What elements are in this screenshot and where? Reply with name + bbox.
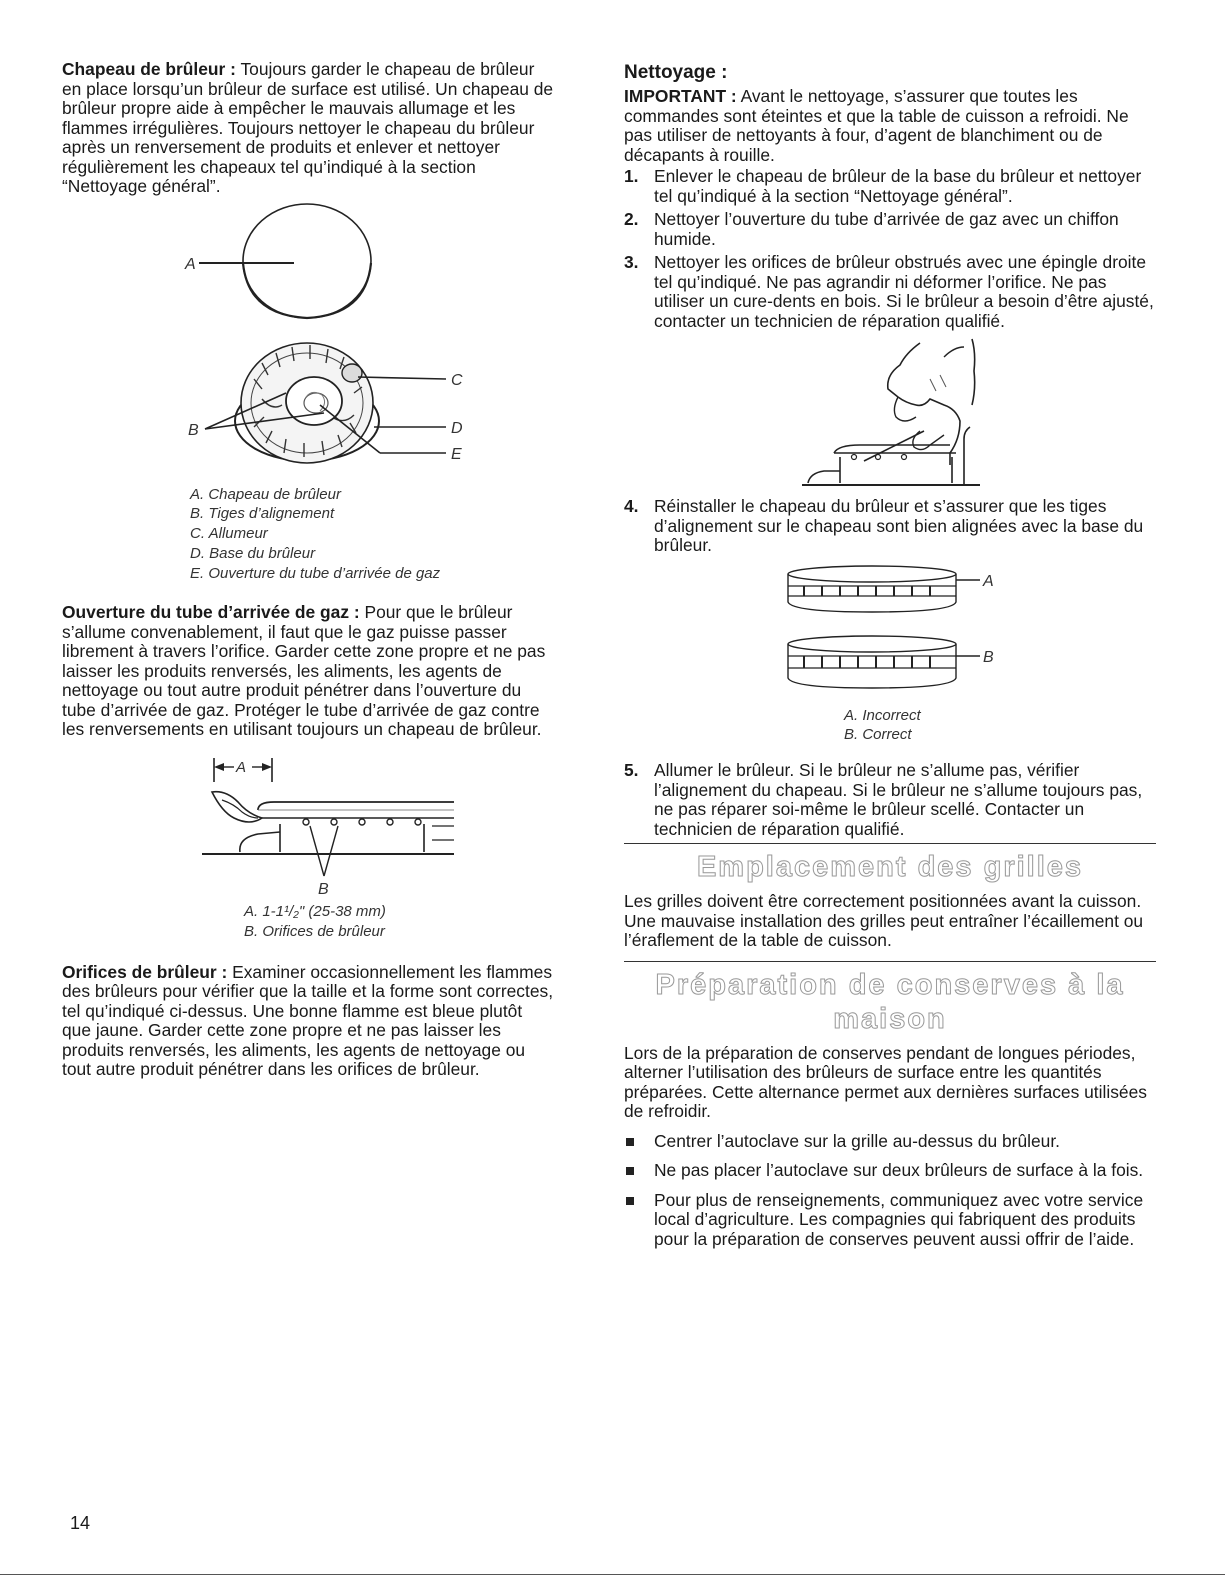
label-d: D	[451, 419, 463, 437]
cap-alignment-illustration	[624, 560, 1156, 700]
burner-flame-figure	[62, 756, 554, 942]
burner-assembly-illustration	[62, 203, 554, 479]
orifice-label-b: B	[318, 880, 329, 896]
canning-bullets	[624, 1132, 1156, 1250]
cleaning-steps-continued	[624, 497, 1156, 556]
incorrect-cap-drawing	[788, 566, 994, 612]
burner-assembly-figure	[62, 203, 554, 584]
gas-tube-paragraph	[62, 603, 554, 740]
burner-orifices-text: Examiner occasionnellement les flammes des brûleurs pour vérifier que la taille et la forme sont correctes, tel qu’indiqué ci-dessus. Une bonne flamme est bleue plutôt que jaune. Garder cette zone propre et ne pas laisser les produits renversés, les aliments, les agents de nettoyage ou tout autre produit pénétrer dans les orifices de brûleur.	[62, 961, 554, 1080]
pin-cleaning-illustration	[624, 335, 1156, 491]
burner-cap-text: Toujours garder le chapeau de brûleur en place lorsqu’un brûleur de surface est utilisé. Un chapeau de brûleur propre aide à empêcher le mauvais allumage et les flammes irrégulières. Toujours nettoyer le chapeau du brûleur après un renversement de produits et enlever et nettoyer régulièrement les chapeaux tel qu’indiqué à la section “Nettoyage général”.	[62, 59, 554, 196]
caption-line: B. Correct	[844, 726, 912, 744]
step-text: Réinstaller le chapeau du brûleur et s’assurer que les tiges d’alignement sur le chapeau sont bien alignées avec la base du brûleur.	[654, 496, 1144, 555]
gas-tube-text: Pour que le brûleur s’allume convenablement, il faut que le gaz puisse passer librement à travers l’orifice. Garder cette zone propre et ne pas laisser les produits renversés, les aliments, les agents de nettoyage ou tout autre produit pénétrer dans l’ouverture du tube d’arrivée de gaz. Protéger le tube d’arrivée de gaz contre les renversements en utilisant toujours un chapeau de brûleur.	[62, 602, 546, 740]
cap-alignment-captions	[624, 706, 1156, 746]
step-number: 2.	[624, 209, 639, 229]
label-b: B	[188, 421, 199, 439]
burner-cap-paragraph	[62, 60, 554, 197]
cleaning-steps-final	[624, 761, 1156, 839]
step-text: Allumer le brûleur. Si le brûleur ne s’allume pas, vérifier l’alignement du chapeau. Si le brûleur ne s’allume toujours pas, ne pas réparer soi-même le brûleur scellé. Contacter un technicien de réparation qualifié.	[654, 760, 1143, 839]
step-text: Nettoyer l’ouverture du tube d’arrivée de gaz avec un chiffon humide.	[654, 209, 1119, 249]
burner-flame-illustration	[62, 756, 554, 896]
step-item	[624, 761, 1156, 839]
important-lead: IMPORTANT :	[624, 86, 737, 106]
grilles-paragraph: Les grilles doivent être correctement positionnées avant la cuisson. Une mauvaise installation des grilles peut entraîner l’écaillement ou l’éraflement de la table de cuisson.	[624, 891, 1144, 951]
caption-line: B. Orifices de brûleur	[244, 922, 385, 940]
important-paragraph	[624, 87, 1156, 165]
step-item	[624, 497, 1156, 556]
burner-cap-lead: Chapeau de brûleur :	[62, 59, 236, 79]
alignment-label-a: A	[983, 572, 994, 590]
caption-line: D. Base du brûleur	[190, 544, 316, 562]
page-number: 14	[70, 1513, 91, 1533]
canning-section-title: Préparation de conserves à la maison	[655, 968, 1125, 1035]
page-bottom-rule	[0, 1574, 1225, 1575]
square-bullet-icon	[626, 1197, 634, 1205]
step-text: Enlever le chapeau de brûleur de la base du brûleur et nettoyer tel qu’indiqué à la section “Nettoyage général”.	[654, 166, 1142, 206]
correct-cap-drawing	[788, 636, 994, 688]
left-column	[62, 60, 554, 1080]
caption-line: A. 1-1¹/₂" (25-38 mm)	[244, 902, 386, 920]
burner-assembly-captions	[62, 485, 554, 584]
pin-cleaning-figure	[624, 335, 1156, 491]
important-text: Avant le nettoyage, s’assurer que toutes les commandes sont éteintes et que la table de cuisson a refroidi. Ne pas utiliser de nettoyants à four, d’agent de blanchiment ou de décapants à rouille.	[624, 86, 1129, 165]
bullet-text: Ne pas placer l’autoclave sur deux brûleurs de surface à la fois.	[654, 1160, 1144, 1181]
burner-orifices-paragraph	[62, 963, 554, 1080]
alignment-label-b: B	[983, 648, 994, 666]
cleaning-steps	[624, 167, 1156, 331]
right-column	[624, 60, 1156, 1259]
step-item	[624, 210, 1156, 249]
step-number: 5.	[624, 760, 639, 781]
canning-paragraph: Lors de la préparation de conserves pendant de longues périodes, alterner l’utilisation des brûleurs de surface entre les quantités préparées. Cette alternance permet aux dernières surfaces utilisées de refroidir.	[624, 1042, 1147, 1122]
step-text: Nettoyer les orifices de brûleur obstrués avec une épingle droite tel qu’indiqué. Ne pas agrandir ni déformer l’orifice. Ne pas utiliser un cure-dents en bois. Si le brûleur a besoin d’être ajusté, contacter un technicien de réparation qualifié.	[654, 252, 1154, 331]
cleaning-heading: Nettoyage :	[624, 62, 728, 83]
label-c: C	[451, 371, 463, 389]
square-bullet-icon	[626, 1138, 634, 1146]
bullet-item	[624, 1191, 1156, 1250]
caption-line: A. Chapeau de brûleur	[190, 485, 341, 503]
step-number: 4.	[624, 496, 639, 516]
cap-alignment-figure	[624, 560, 1156, 746]
caption-line: C. Allumeur	[190, 525, 268, 543]
bullet-text: Centrer l’autoclave sur la grille au-dessus du brûleur.	[654, 1130, 1060, 1151]
section-divider	[624, 843, 1156, 844]
step-number: 1.	[624, 166, 639, 186]
section-divider	[624, 961, 1156, 962]
caption-line: B. Tiges d’alignement	[190, 505, 335, 523]
label-a: A	[185, 255, 196, 273]
bullet-item	[624, 1132, 1156, 1152]
caption-line: E. Ouverture du tube d’arrivée de gaz	[190, 564, 441, 582]
label-e: E	[451, 445, 462, 463]
gas-tube-lead: Ouverture du tube d’arrivée de gaz :	[62, 602, 360, 623]
caption-line: A. Incorrect	[844, 706, 921, 724]
burner-flame-captions	[62, 902, 554, 942]
burner-orifices-lead: Orifices de brûleur :	[62, 961, 228, 982]
square-bullet-icon	[626, 1167, 634, 1175]
step-number: 3.	[624, 252, 639, 272]
grilles-section-title: Emplacement des grilles	[696, 851, 1084, 884]
dimension-label-a: A	[236, 758, 247, 776]
bullet-text: Pour plus de renseignements, communiquez avec votre service local d’agriculture. Les compagnies qui fabriquent des produits pour la préparation de conserves peuvent aussi offrir de l’aide.	[654, 1189, 1144, 1249]
bullet-item	[624, 1161, 1156, 1181]
step-item	[624, 167, 1156, 206]
step-item	[624, 253, 1156, 331]
